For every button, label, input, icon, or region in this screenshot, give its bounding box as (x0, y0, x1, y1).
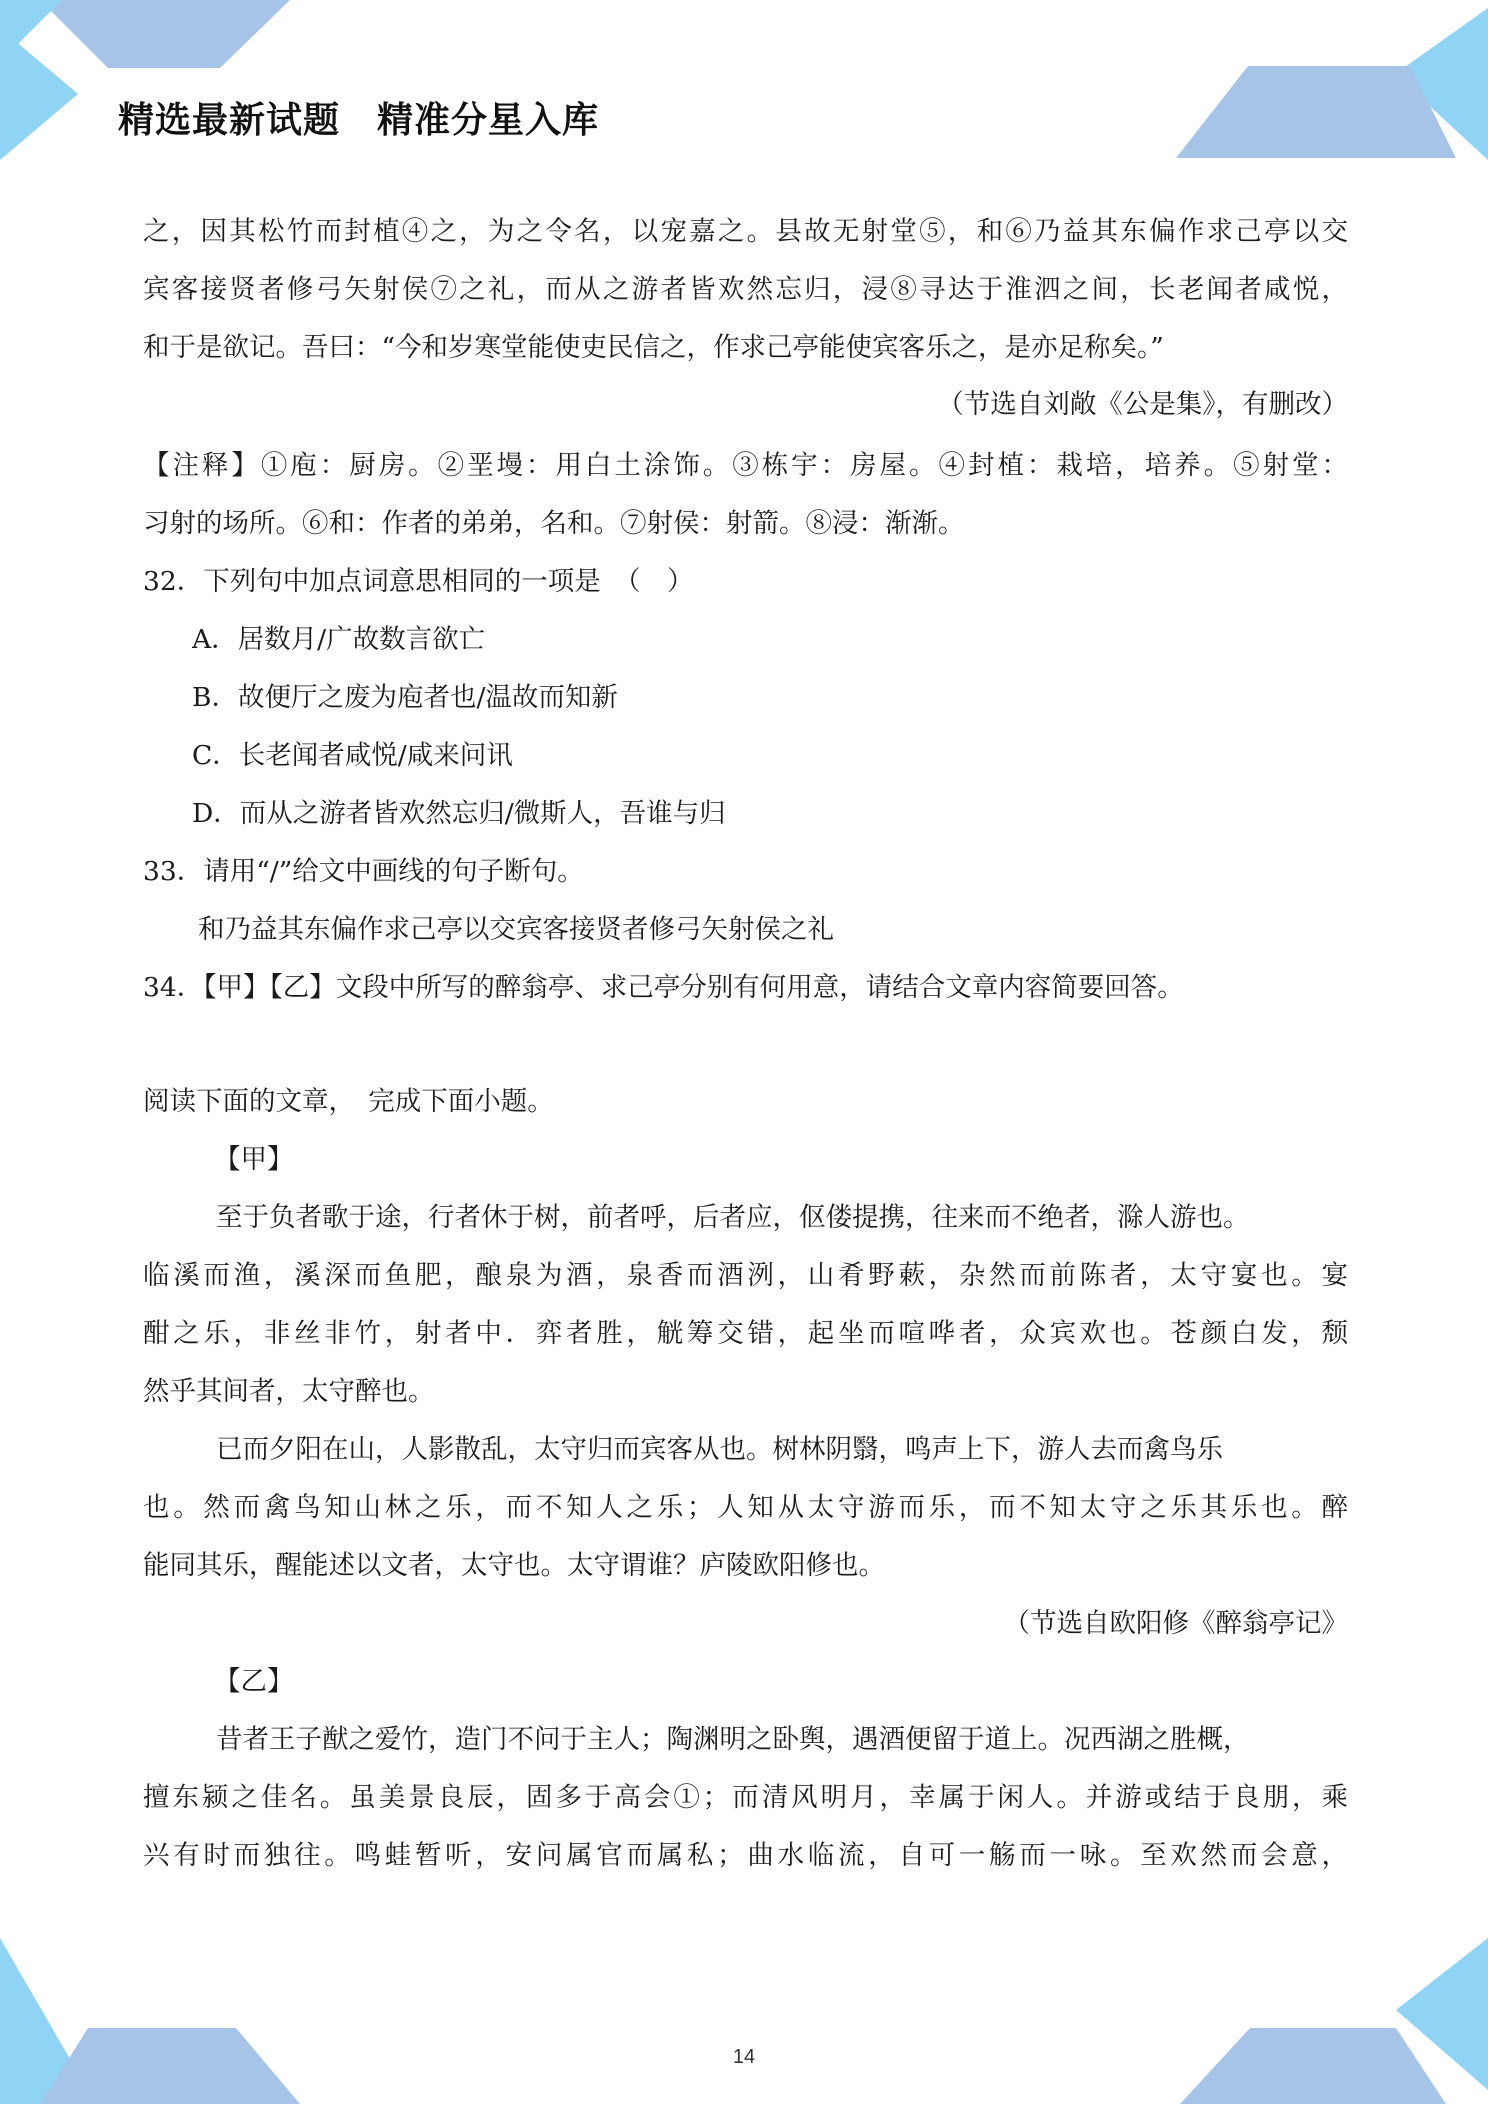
top-right-trapezoid (1176, 66, 1456, 158)
top-left-side-triangle (0, 28, 78, 160)
passage-line-3: 和于是欲记。吾曰：“今和岁寒堂能使吏民信之，作求己亭能使宾客乐之，是亦足称矣。” (143, 332, 1164, 363)
jia-line-2: 临溪而渔，溪深而鱼肥，酿泉为酒，泉香而酒洌，山肴野蔌，杂然而前陈者，太守宴也。宴 (143, 1260, 1348, 1291)
jia-line-6: 也。然而禽鸟知山林之乐，而不知人之乐；人知从太守游而乐，而不知太守之乐其乐也。醉 (143, 1492, 1348, 1523)
notes-line-1: 【注释】①庖：厨房。②垩墁：用白土涂饰。③栋宇：房屋。④封植：栽培，培养。⑤射堂： (143, 450, 1348, 481)
question-32-stem: 32．下列句中加点词意思相同的一项是 （ ） (143, 566, 694, 597)
passage-line-2: 宾客接贤者修弓矢射侯⑦之礼，而从之游者皆欢然忘归，浸⑧寻达于淮泗之间，长老闻者咸悦， (143, 274, 1348, 305)
jia-line-5: 已而夕阳在山，人影散乱，太守归而宾客从也。树林阴翳，鸣声上下，游人去而禽鸟乐 (216, 1434, 1223, 1465)
jia-source: （节选自欧阳修《醉翁亭记》 (1003, 1608, 1348, 1639)
jia-line-4: 然乎其间者，太守醉也。 (143, 1376, 435, 1407)
question-32-option-b: B．故便厅之废为庖者也/温故而知新 (192, 682, 618, 713)
question-32-option-c: C．长老闻者咸悦/咸来问讯 (192, 740, 513, 771)
jia-line-1: 至于负者歌于途，行者休于树，前者呼，后者应，伛偻提携，往来而不绝者，滁人游也。 (216, 1202, 1250, 1233)
question-33-stem: 33．请用“/”给文中画线的句子断句。 (143, 856, 584, 887)
yi-line-1: 昔者王子猷之爱竹，造门不问于主人；陶渊明之卧舆，遇酒便留于道上。况西湖之胜概， (216, 1724, 1250, 1755)
passage-jia-label: 【甲】 (214, 1144, 294, 1175)
yi-line-2: 擅东颍之佳名。虽美景良辰，固多于高会①；而清风明月，幸属于闲人。并游或结于良朋，乘 (143, 1782, 1348, 1813)
top-left-trapezoid (40, 0, 290, 68)
passage-line-1: 之，因其松竹而封植④之，为之令名，以宠嘉之。县故无射堂⑤，和⑥乃益其东偏作求己亭以交 (143, 216, 1348, 247)
question-32-option-d: D．而从之游者皆欢然忘归/微斯人，吾谁与归 (192, 798, 726, 829)
section-instruction: 阅读下面的文章， 完成下面小题。 (143, 1086, 554, 1117)
yi-line-3: 兴有时而独往。鸣蛙暂听，安问属官而属私；曲水临流，自可一觞而一咏。至欢然而会意， (143, 1840, 1348, 1871)
question-32-option-a: A．居数月/广故数言欲亡 (192, 624, 486, 655)
jia-line-3: 酣之乐，非丝非竹，射者中．弈者胜，觥筹交错，起坐而喧哗者，众宾欢也。苍颜白发，颓 (143, 1318, 1348, 1349)
question-34-stem: 34．【甲】【乙】文段中所写的醉翁亭、求己亭分别有何用意，请结合文章内容简要回答。 (143, 972, 1184, 1003)
question-33-sentence: 和乃益其东偏作求己亭以交宾客接贤者修弓矢射侯之礼 (198, 914, 834, 945)
passage-yi-label: 【乙】 (214, 1666, 294, 1697)
passage-source: （节选自刘敞《公是集》，有删改） (937, 389, 1348, 420)
header-title: 精选最新试题 精准分星入库 (118, 100, 600, 141)
jia-line-7: 能同其乐，醒能述以文者，太守也。太守谓谁？庐陵欧阳修也。 (143, 1550, 885, 1581)
notes-line-2: 习射的场所。⑥和：作者的弟弟，名和。⑦射侯：射箭。⑧浸：渐渐。 (143, 508, 965, 539)
page-number: 14 (732, 2046, 756, 2068)
